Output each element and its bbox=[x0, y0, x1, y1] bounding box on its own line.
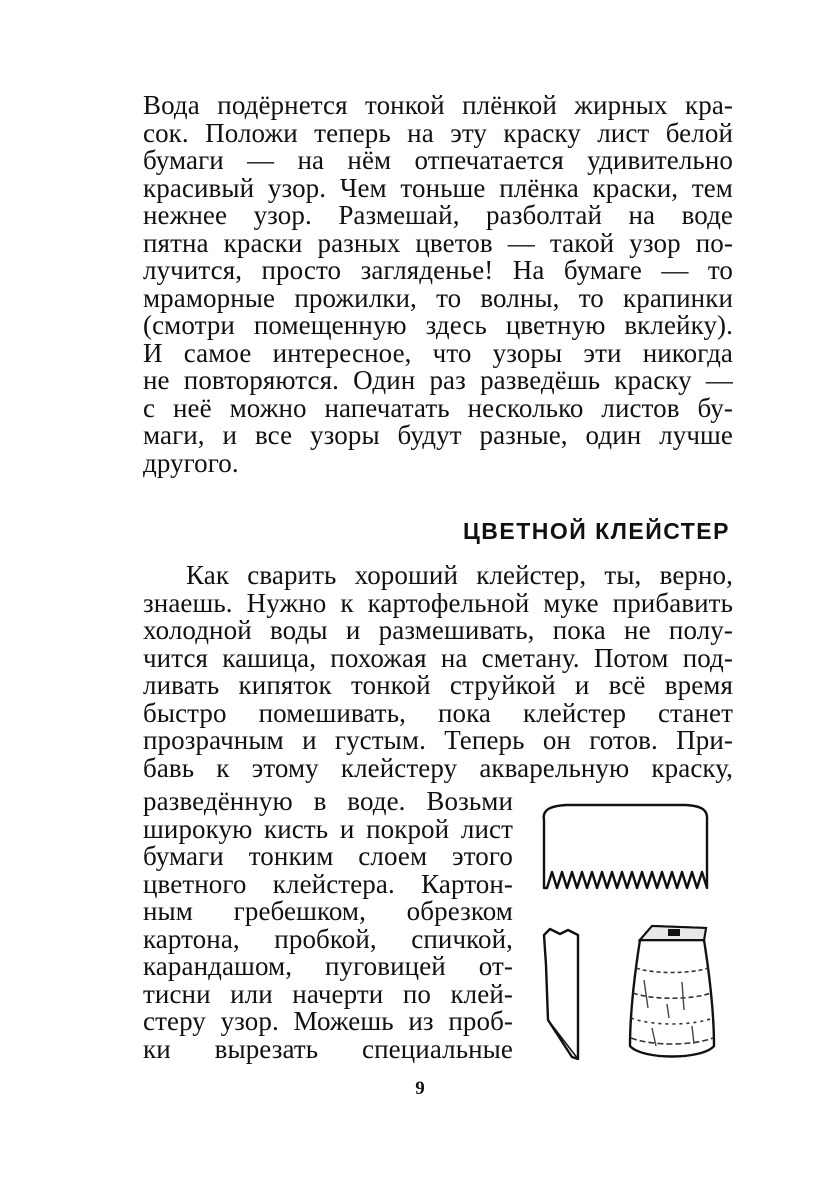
text-line: красивый узор. Чем тоньше плёнка краски, тем bbox=[143, 172, 733, 203]
text-line: чится кашица, похожая на сметану. Потом под- bbox=[143, 642, 733, 673]
text-line: цветного клейстера. Картон- bbox=[143, 868, 513, 899]
text-line: тисни или начерти по клей- bbox=[143, 978, 513, 1009]
text-line: широкую кисть и покрой лист bbox=[143, 813, 513, 844]
text-line: с неё можно напечатать несколько листов бу- bbox=[143, 392, 733, 423]
text-line: бавь к этому клейстеру акварельную краску, bbox=[143, 752, 733, 783]
text-line: ки вырезать специальные bbox=[143, 1033, 513, 1064]
page-number: 9 bbox=[415, 1078, 425, 1099]
text-line: другого. bbox=[143, 447, 239, 478]
text-line: мраморные прожилки, то волны, то крапинки bbox=[143, 282, 733, 313]
text-line: бумаги — на нём отпечатается удивительно bbox=[143, 145, 733, 175]
text-line: не повторяются. Один раз разведёшь краску — bbox=[143, 365, 733, 395]
text-line: прозрачным и густым. Теперь он готов. При- bbox=[143, 725, 733, 755]
text-line: маги, и все узоры будут разные, один лучше bbox=[143, 420, 733, 450]
text-line: стеру узор. Можешь из проб- bbox=[143, 1006, 513, 1036]
text-line: нежнее узор. Размешай, разболтай на воде bbox=[143, 200, 733, 230]
text-line: пятна краски разных цветов — такой узор по- bbox=[143, 227, 733, 258]
text-line: картона, пробкой, спичкой, bbox=[143, 923, 513, 954]
text-line: быстро помешивать, пока клейстер станет bbox=[143, 697, 733, 728]
text-line: сок. Положи теперь на эту краску лист белой bbox=[143, 117, 733, 148]
text-line: разведённую в воде. Возьми bbox=[143, 786, 513, 816]
text-line: карандашом, пуговицей от- bbox=[143, 951, 513, 981]
cork-stamp-illustration bbox=[622, 918, 722, 1063]
text-line: Как сварить хороший клейстер, ты, верно, bbox=[186, 560, 733, 590]
match-stick-illustration bbox=[538, 925, 586, 1063]
text-line: знаешь. Нужно к картофельной муке прибавить bbox=[143, 587, 733, 618]
cardboard-comb-illustration bbox=[536, 800, 716, 905]
text-line: И самое интересное, что узоры эти никогда bbox=[143, 337, 733, 368]
text-line: Вода подёрнется тонкой плёнкой жирных кра- bbox=[143, 90, 733, 120]
section-heading: ЦВЕТНОЙ КЛЕЙСТЕР bbox=[462, 518, 730, 544]
text-line: лучится, просто загляденье! На бумаге — то bbox=[143, 255, 733, 285]
text-line: ным гребешком, обрезком bbox=[143, 896, 513, 926]
text-line: ливать кипяток тонкой струйкой и всё время bbox=[143, 670, 733, 700]
text-line: бумаги тонким слоем этого bbox=[143, 841, 513, 871]
text-line: (смотри помещенную здесь цветную вклейку). bbox=[143, 310, 733, 340]
text-line: холодной воды и размешивать, пока не полу- bbox=[143, 615, 733, 645]
